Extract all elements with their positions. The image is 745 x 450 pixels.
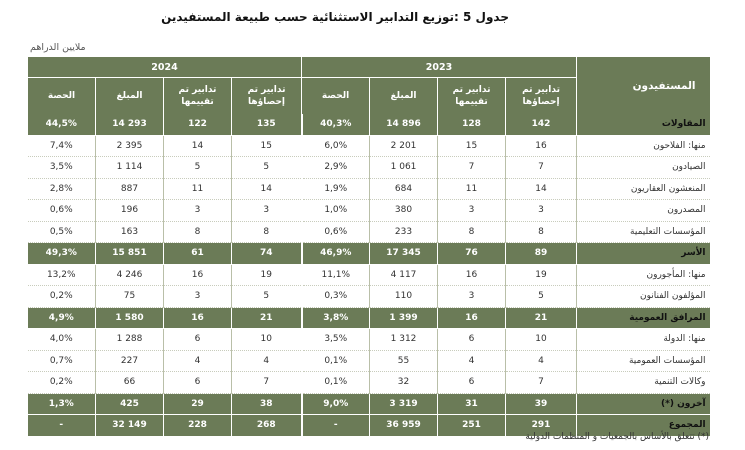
row-label: المؤسسات التعليمية: [577, 221, 710, 243]
row-label: منها: الدولة: [577, 329, 710, 351]
cell-amount-2024: 227: [96, 350, 164, 372]
cell-amount-2024: 1 114: [96, 157, 164, 179]
cell-assessed-2024: 8: [164, 221, 232, 243]
table-row-category: [28, 393, 710, 415]
cell-amount-2023: 4 117: [370, 264, 438, 286]
cell-amount-2024: 1 288: [96, 329, 164, 351]
cell-share-2023: 0,3%: [302, 286, 370, 308]
table-title: جدول 5 :توزيع التدابير الاستثنائية حسب طبيعة المستفيدين: [161, 10, 509, 24]
cell-amount-2024: 32 149: [96, 415, 164, 437]
table-row: [28, 178, 710, 200]
row-label: وكالات التنمية: [577, 372, 710, 394]
cell-share-2023: 11,1%: [302, 264, 370, 286]
cell-amount-2024: 4 246: [96, 264, 164, 286]
cell-amount-2024: 196: [96, 200, 164, 222]
cell-assessed-2023: 3: [438, 200, 506, 222]
cell-counted-2023: 291: [506, 415, 577, 437]
cell-share-2023: 9,0%: [302, 393, 370, 415]
cell-amount-2024: 163: [96, 221, 164, 243]
cell-amount-2023: 17 345: [370, 243, 438, 265]
cell-assessed-2023: 31: [438, 393, 506, 415]
cell-share-2024: 7,4%: [28, 135, 96, 157]
cell-counted-2023: 39: [506, 393, 577, 415]
cell-amount-2024: 425: [96, 393, 164, 415]
cell-amount-2023: 55: [370, 350, 438, 372]
cell-share-2024: 3,5%: [28, 157, 96, 179]
table-row-category: [28, 114, 710, 135]
cell-amount-2023: 1 312: [370, 329, 438, 351]
cell-counted-2023: 7: [506, 372, 577, 394]
table-row: [28, 372, 710, 394]
cell-share-2023: 0,1%: [302, 372, 370, 394]
cell-amount-2023: 2 201: [370, 135, 438, 157]
col-counted-2023: تدابير تم إحصاؤها: [506, 78, 577, 115]
cell-share-2024: 4,9%: [28, 307, 96, 329]
cell-counted-2023: 5: [506, 286, 577, 308]
cell-share-2023: 46,9%: [302, 243, 370, 265]
cell-assessed-2024: 11: [164, 178, 232, 200]
cell-amount-2023: 380: [370, 200, 438, 222]
row-label: المنعشون العقاريون: [577, 178, 710, 200]
cell-assessed-2023: 251: [438, 415, 506, 437]
cell-assessed-2023: 3: [438, 286, 506, 308]
table-row-category: [28, 307, 710, 329]
row-label: الصيادون: [577, 157, 710, 179]
cell-share-2024: 0,7%: [28, 350, 96, 372]
cell-assessed-2024: 5: [164, 157, 232, 179]
cell-assessed-2024: 122: [164, 114, 232, 135]
cell-counted-2023: 3: [506, 200, 577, 222]
cell-share-2023: 0,6%: [302, 221, 370, 243]
beneficiaries-table: [27, 57, 710, 437]
cell-counted-2024: 74: [232, 243, 302, 265]
cell-counted-2023: 21: [506, 307, 577, 329]
cell-counted-2023: 8: [506, 221, 577, 243]
cell-share-2023: 1,9%: [302, 178, 370, 200]
table-row-category: [28, 243, 710, 265]
cell-counted-2023: 10: [506, 329, 577, 351]
cell-amount-2024: 14 293: [96, 114, 164, 135]
row-label: آخرون (*): [577, 393, 710, 415]
cell-assessed-2023: 8: [438, 221, 506, 243]
cell-assessed-2023: 16: [438, 264, 506, 286]
row-label: المرافق العمومية: [577, 307, 710, 329]
cell-counted-2024: 5: [232, 286, 302, 308]
cell-assessed-2023: 11: [438, 178, 506, 200]
cell-amount-2023: 233: [370, 221, 438, 243]
cell-assessed-2023: 16: [438, 307, 506, 329]
cell-assessed-2024: 6: [164, 372, 232, 394]
table-row: [28, 157, 710, 179]
cell-assessed-2024: 3: [164, 286, 232, 308]
footnote: (*) تتعلق بالأساس بالجمعيات و المنظمات الدولية: [525, 432, 709, 442]
cell-amount-2024: 1 580: [96, 307, 164, 329]
cell-amount-2023: 1 061: [370, 157, 438, 179]
cell-counted-2024: 10: [232, 329, 302, 351]
cell-counted-2024: 135: [232, 114, 302, 135]
cell-counted-2024: 268: [232, 415, 302, 437]
row-label: المؤسسات العمومية: [577, 350, 710, 372]
col-assessed-2023: تدابير تم تقييمها: [438, 78, 506, 115]
cell-amount-2023: 1 399: [370, 307, 438, 329]
col-share-2023: الحصة: [302, 78, 370, 115]
cell-assessed-2024: 3: [164, 200, 232, 222]
beneficiaries-header: المستفيدون: [577, 57, 710, 114]
unit-label: ملايين الدراهم: [30, 42, 86, 53]
cell-counted-2023: 7: [506, 157, 577, 179]
cell-assessed-2023: 7: [438, 157, 506, 179]
cell-counted-2024: 8: [232, 221, 302, 243]
cell-share-2024: 0,5%: [28, 221, 96, 243]
header-year-row: [28, 57, 710, 78]
row-label: المقاولات: [577, 114, 710, 135]
cell-counted-2024: 5: [232, 157, 302, 179]
cell-share-2024: 2,8%: [28, 178, 96, 200]
cell-share-2023: 2,9%: [302, 157, 370, 179]
cell-share-2024: 0,2%: [28, 286, 96, 308]
cell-share-2023: -: [302, 415, 370, 437]
cell-counted-2024: 21: [232, 307, 302, 329]
row-label: المجموع: [577, 415, 710, 437]
cell-assessed-2024: 14: [164, 135, 232, 157]
cell-amount-2024: 66: [96, 372, 164, 394]
row-label: المصدرون: [577, 200, 710, 222]
table-row: [28, 200, 710, 222]
row-label: الأسر: [577, 243, 710, 265]
cell-counted-2023: 14: [506, 178, 577, 200]
row-label: المؤلفون الفنانون: [577, 286, 710, 308]
cell-share-2024: 4,0%: [28, 329, 96, 351]
cell-amount-2023: 684: [370, 178, 438, 200]
cell-amount-2024: 15 851: [96, 243, 164, 265]
cell-amount-2023: 14 896: [370, 114, 438, 135]
cell-counted-2024: 3: [232, 200, 302, 222]
cell-assessed-2024: 16: [164, 264, 232, 286]
table-row: [28, 264, 710, 286]
cell-share-2023: 40,3%: [302, 114, 370, 135]
cell-amount-2024: 75: [96, 286, 164, 308]
cell-counted-2023: 16: [506, 135, 577, 157]
cell-assessed-2023: 15: [438, 135, 506, 157]
cell-assessed-2024: 16: [164, 307, 232, 329]
table-row: [28, 329, 710, 351]
cell-assessed-2024: 61: [164, 243, 232, 265]
table-body: [28, 114, 710, 436]
cell-share-2024: 44,5%: [28, 114, 96, 135]
cell-assessed-2023: 6: [438, 372, 506, 394]
cell-share-2023: 3,5%: [302, 329, 370, 351]
cell-counted-2024: 14: [232, 178, 302, 200]
cell-share-2024: 13,2%: [28, 264, 96, 286]
cell-assessed-2024: 4: [164, 350, 232, 372]
cell-assessed-2024: 6: [164, 329, 232, 351]
table-row: [28, 221, 710, 243]
cell-share-2023: 0,1%: [302, 350, 370, 372]
cell-share-2024: 0,6%: [28, 200, 96, 222]
cell-counted-2023: 4: [506, 350, 577, 372]
cell-counted-2024: 15: [232, 135, 302, 157]
cell-amount-2024: 2 395: [96, 135, 164, 157]
row-label: منها: الفلاحون: [577, 135, 710, 157]
cell-counted-2024: 7: [232, 372, 302, 394]
cell-amount-2024: 887: [96, 178, 164, 200]
col-share-2024: الحصة: [28, 78, 96, 115]
cell-counted-2023: 89: [506, 243, 577, 265]
table-row: [28, 286, 710, 308]
cell-share-2024: 49,3%: [28, 243, 96, 265]
cell-counted-2023: 19: [506, 264, 577, 286]
cell-counted-2024: 4: [232, 350, 302, 372]
cell-counted-2023: 142: [506, 114, 577, 135]
cell-amount-2023: 32: [370, 372, 438, 394]
cell-assessed-2023: 128: [438, 114, 506, 135]
col-assessed-2024: تدابير تم تقييمها: [164, 78, 232, 115]
cell-assessed-2023: 6: [438, 329, 506, 351]
cell-assessed-2024: 29: [164, 393, 232, 415]
cell-share-2023: 1,0%: [302, 200, 370, 222]
cell-counted-2024: 38: [232, 393, 302, 415]
col-counted-2024: تدابير تم إحصاؤها: [232, 78, 302, 115]
cell-amount-2023: 3 319: [370, 393, 438, 415]
cell-amount-2023: 36 959: [370, 415, 438, 437]
cell-counted-2024: 19: [232, 264, 302, 286]
cell-assessed-2024: 228: [164, 415, 232, 437]
col-amount-2024: المبلغ: [96, 78, 164, 115]
cell-share-2024: -: [28, 415, 96, 437]
cell-share-2024: 1,3%: [28, 393, 96, 415]
cell-assessed-2023: 4: [438, 350, 506, 372]
year-2024-header: 2024: [28, 57, 302, 78]
table-row: [28, 135, 710, 157]
cell-assessed-2023: 76: [438, 243, 506, 265]
cell-amount-2023: 110: [370, 286, 438, 308]
cell-share-2024: 0,2%: [28, 372, 96, 394]
cell-share-2023: 3,8%: [302, 307, 370, 329]
row-label: منها: المأجورون: [577, 264, 710, 286]
year-2023-header: 2023: [302, 57, 577, 78]
table-row: [28, 350, 710, 372]
col-amount-2023: المبلغ: [370, 78, 438, 115]
cell-share-2023: 6,0%: [302, 135, 370, 157]
